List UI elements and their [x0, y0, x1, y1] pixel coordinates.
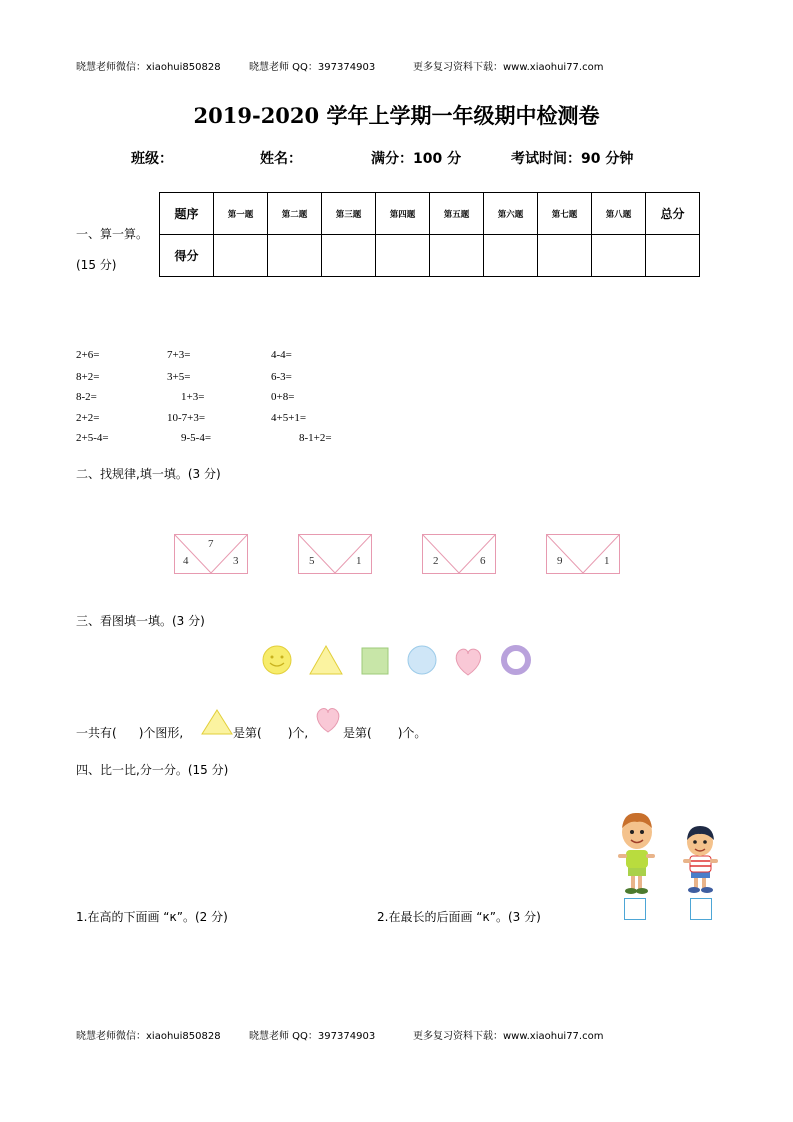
- answer-box-tall-child[interactable]: [624, 898, 646, 920]
- envelope-4-right: 1: [604, 555, 610, 567]
- section1-title: 一、算一算。: [76, 227, 149, 241]
- score-cell[interactable]: [538, 235, 592, 277]
- score-table: [159, 192, 700, 277]
- equation: 2+6=: [76, 349, 100, 361]
- envelope-flap-lines: [547, 535, 619, 573]
- score-table-row-order: [160, 193, 700, 235]
- ring-icon: [504, 648, 528, 672]
- circle-icon: [408, 646, 436, 674]
- envelope-3-right: 6: [480, 555, 486, 567]
- q3-part3: 是第(: [233, 726, 262, 740]
- equation: 1+3=: [181, 391, 205, 403]
- tall-child-illustration: [612, 810, 660, 896]
- equation: 4+5+1=: [271, 412, 307, 424]
- short-child-illustration: [680, 824, 722, 896]
- q3-part6: )个。: [397, 726, 427, 740]
- envelope-3-left: 2: [433, 555, 439, 567]
- smiley-face-icon: [263, 646, 291, 674]
- score-table-q2: 第二题: [268, 193, 322, 235]
- score-cell[interactable]: [592, 235, 646, 277]
- full-score: 满分：100 分: [371, 151, 462, 167]
- equation: 9-5-4=: [181, 432, 212, 444]
- equation: 4-4=: [271, 349, 292, 361]
- equation: 0+8=: [271, 391, 295, 403]
- equation: 2+2=: [76, 412, 100, 424]
- section3-question-heart: [343, 724, 426, 741]
- equation: 8-2=: [76, 391, 97, 403]
- heart-icon: [456, 649, 480, 675]
- q3-part5: 是第(: [343, 726, 372, 740]
- envelope-3[interactable]: [422, 534, 496, 574]
- page-title: 2019-2020 学年上学期一年级期中检测卷: [193, 103, 600, 128]
- name-label: 姓名：: [260, 151, 302, 167]
- header-wechat: 晓慧老师微信：xiaohui850828: [76, 62, 221, 73]
- score-table-q5: 第五题: [430, 193, 484, 235]
- envelope-flap-lines: [423, 535, 495, 573]
- equation: 10-7+3=: [167, 412, 206, 424]
- score-table-q7: 第七题: [538, 193, 592, 235]
- score-cell[interactable]: [322, 235, 376, 277]
- equation: 3+5=: [167, 371, 191, 383]
- score-cell[interactable]: [646, 235, 700, 277]
- section4-title: 四、比一比,分一分。(15 分): [76, 763, 229, 777]
- section3-question: [76, 724, 183, 741]
- envelope-1-right: 3: [233, 555, 239, 567]
- score-table-q6: 第六题: [484, 193, 538, 235]
- equation: 6-3=: [271, 371, 292, 383]
- section4-q2: 2.在最长的后面画 “к”。(3 分): [377, 910, 541, 924]
- score-table-order-head: 题序: [160, 193, 214, 235]
- page-footer: [0, 1027, 793, 1041]
- section3-question-triangle: [233, 724, 308, 741]
- equation: 8+2=: [76, 371, 100, 383]
- envelope-2[interactable]: [298, 534, 372, 574]
- score-table-q4: 第四题: [376, 193, 430, 235]
- header-qq: 晓慧老师 QQ：397374903: [249, 62, 376, 73]
- footer-download: 更多复习资料下载：www.xiaohui77.com: [413, 1031, 604, 1042]
- heart-icon: [313, 704, 343, 734]
- class-label: 班级：: [131, 151, 173, 167]
- header-download: 更多复习资料下载：www.xiaohui77.com: [413, 62, 604, 73]
- envelope-1-left: 4: [183, 555, 189, 567]
- score-table-score-head: 得分: [160, 235, 214, 277]
- q3-part4: )个,: [287, 726, 309, 740]
- score-cell[interactable]: [214, 235, 268, 277]
- q3-part2: )个图形,: [138, 726, 184, 740]
- exam-time: 考试时间：90 分钟: [511, 151, 634, 167]
- triangle-icon: [310, 646, 342, 674]
- envelope-4-left: 9: [557, 555, 563, 567]
- section4-q1: 1.在高的下面画 “к”。(2 分): [76, 910, 228, 924]
- envelope-2-left: 5: [309, 555, 315, 567]
- envelope-1: [174, 534, 248, 574]
- q3-part1: 一共有(: [76, 726, 117, 740]
- equation: 2+5-4=: [76, 432, 109, 444]
- equation: 8-1+2=: [299, 432, 332, 444]
- envelope-2-right: 1: [356, 555, 362, 567]
- envelope-1-top: 7: [208, 538, 214, 550]
- score-table-q8: 第八题: [592, 193, 646, 235]
- score-cell[interactable]: [430, 235, 484, 277]
- section3-title: 三、看图填一填。(3 分): [76, 614, 205, 628]
- section1-points: (15 分): [76, 258, 117, 272]
- equation: 7+3=: [167, 349, 191, 361]
- page-header: [0, 58, 793, 72]
- envelope-4[interactable]: [546, 534, 620, 574]
- score-cell[interactable]: [376, 235, 430, 277]
- footer-qq: 晓慧老师 QQ：397374903: [249, 1031, 376, 1042]
- section2-title: 二、找规律,填一填。(3 分): [76, 467, 221, 481]
- square-icon: [362, 648, 388, 674]
- score-table-total: 总分: [646, 193, 700, 235]
- score-table-q3: 第三题: [322, 193, 376, 235]
- footer-wechat: 晓慧老师微信：xiaohui850828: [76, 1031, 221, 1042]
- score-cell[interactable]: [268, 235, 322, 277]
- triangle-icon: [200, 708, 234, 736]
- answer-box-short-child[interactable]: [690, 898, 712, 920]
- shape-row: [258, 642, 538, 678]
- envelope-flap-lines: [299, 535, 371, 573]
- score-table-q1: 第一题: [214, 193, 268, 235]
- score-cell[interactable]: [484, 235, 538, 277]
- score-table-row-score: [160, 235, 700, 277]
